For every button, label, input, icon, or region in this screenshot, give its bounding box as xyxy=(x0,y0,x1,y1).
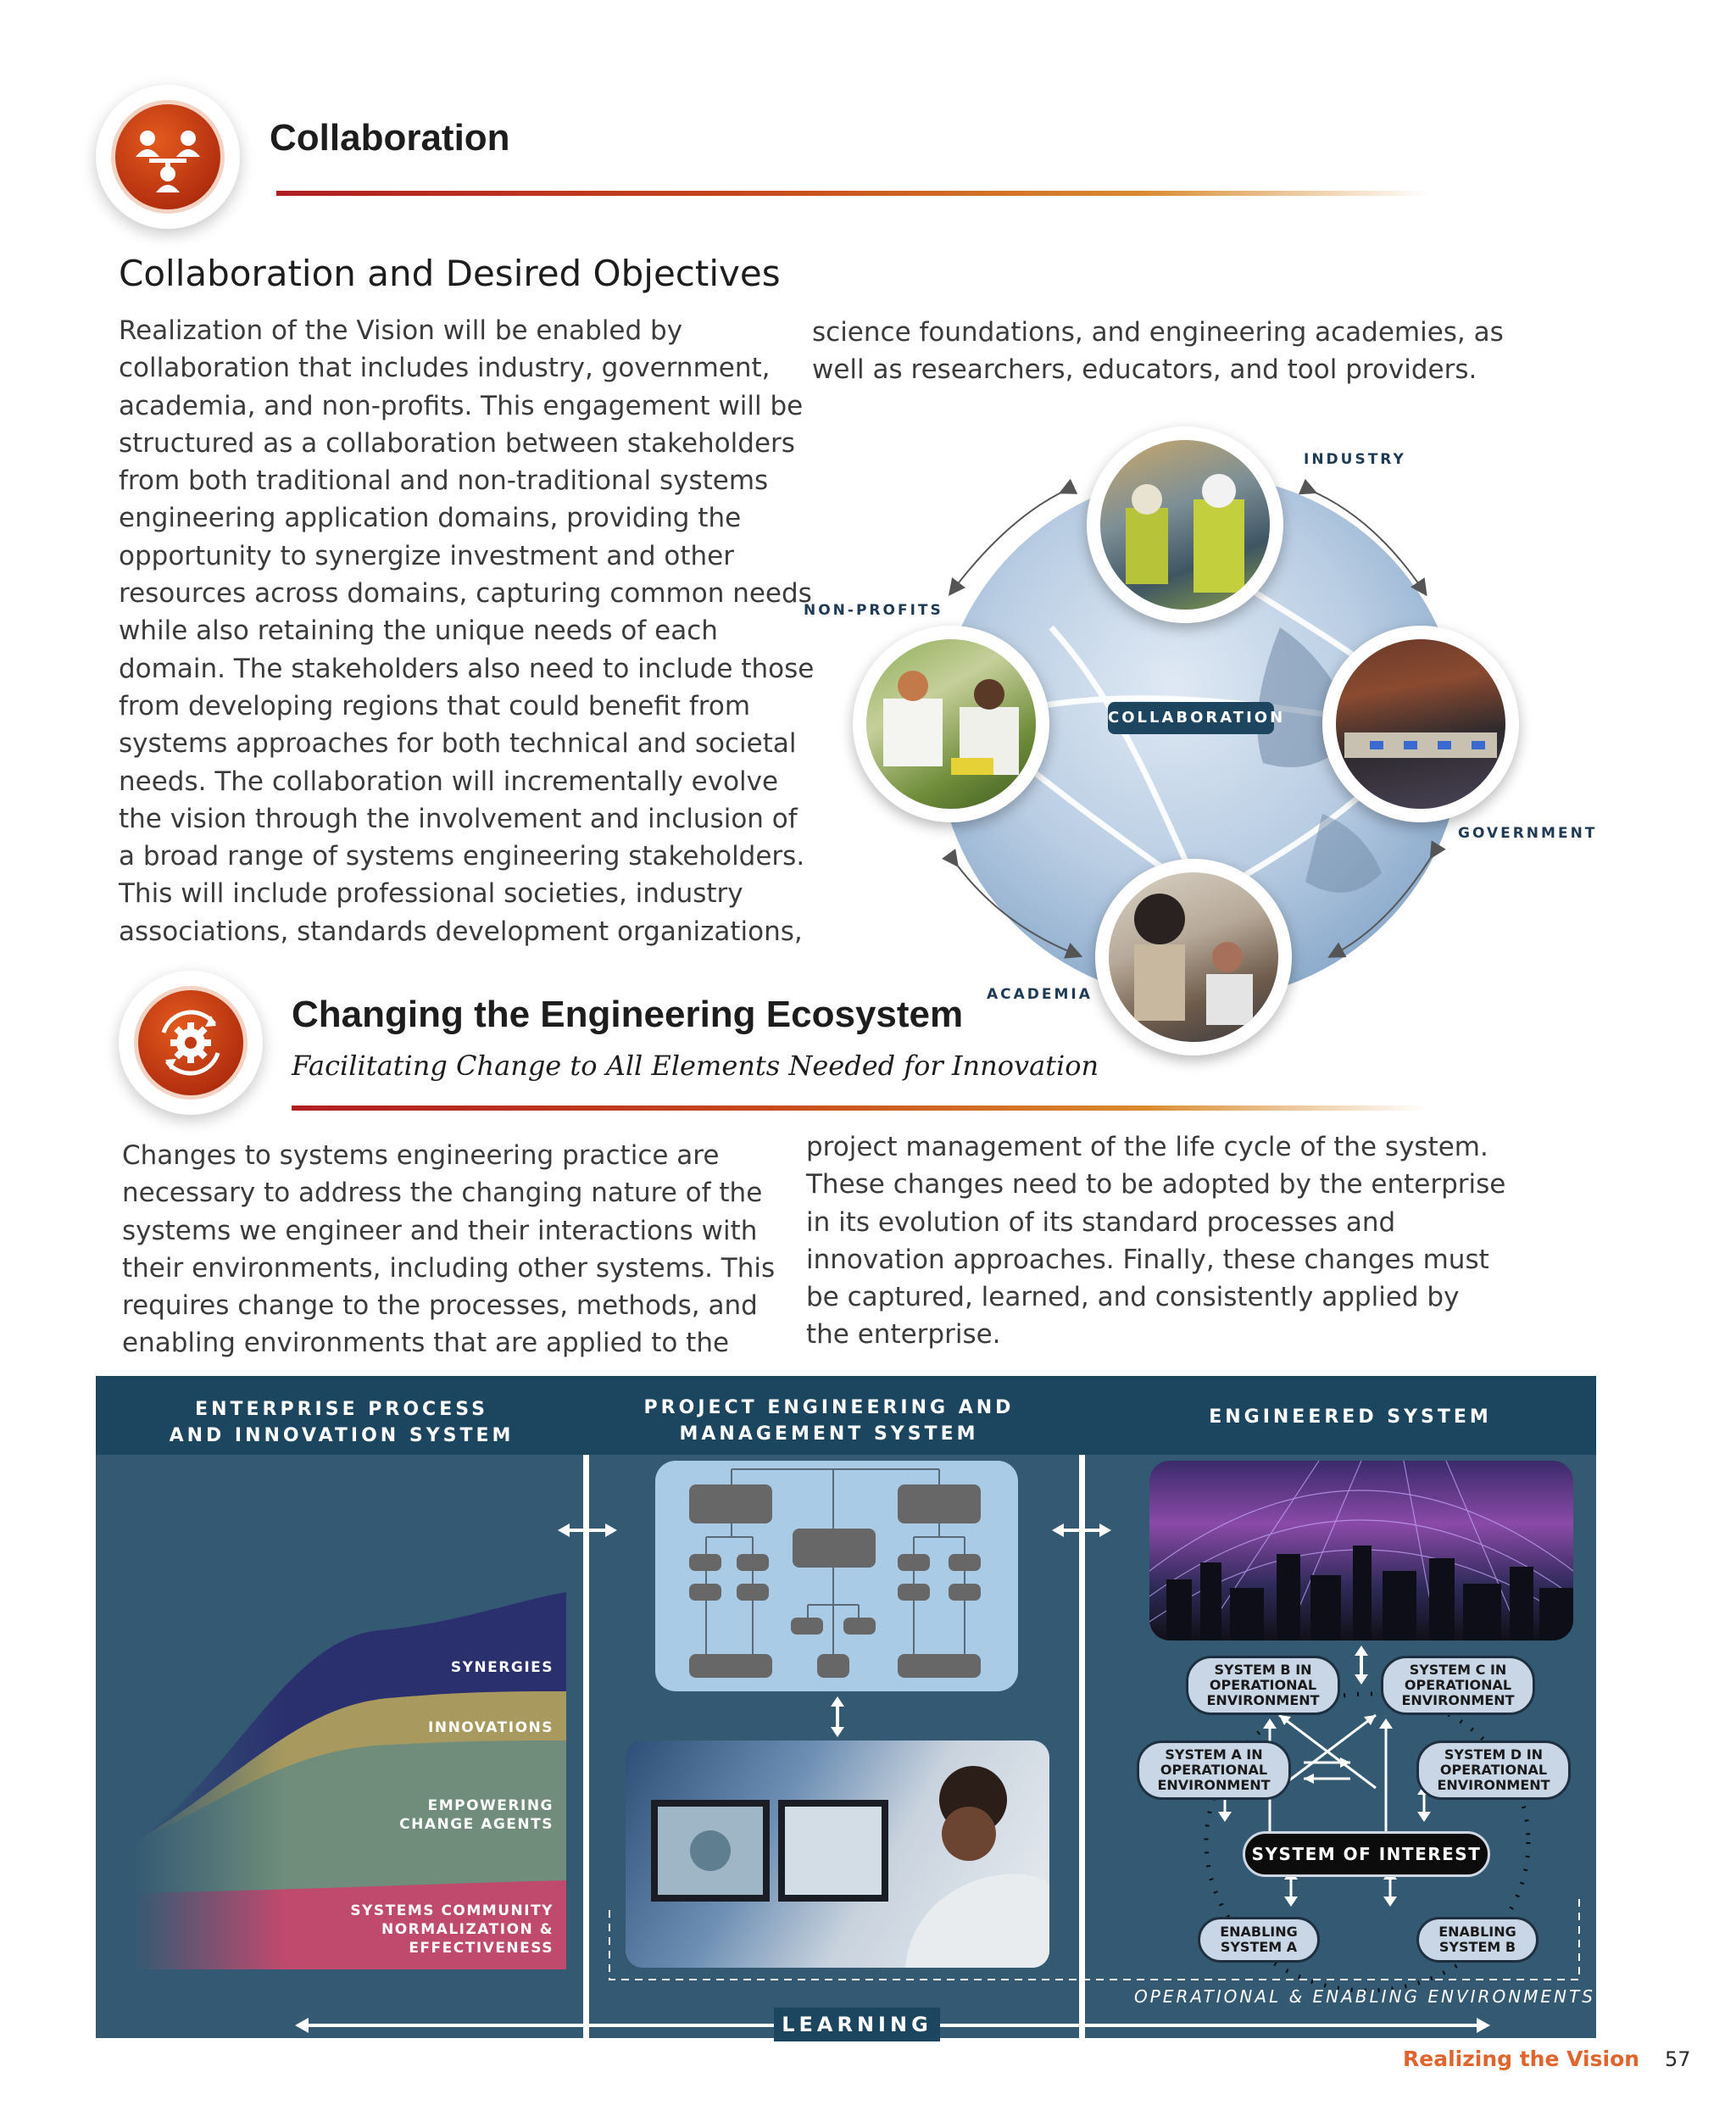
government-photo xyxy=(1336,639,1505,809)
text-line: the enterprise. xyxy=(806,1319,1001,1351)
layer-empowering: EMPOWERING CHANGE AGENTS xyxy=(399,1797,554,1833)
engineered-system-title: ENGINEERED SYSTEM xyxy=(1209,1406,1492,1428)
system-of-interest-node: SYSTEM OF INTEREST xyxy=(1243,1831,1490,1877)
text-line: the vision through the involvement and inclusion of xyxy=(119,803,798,834)
enterprise-process-title: ENTERPRISE PROCESS AND INNOVATION SYSTEM xyxy=(169,1399,515,1446)
layer-synergies: SYNERGIES xyxy=(450,1659,554,1676)
text-line: domain. The stakeholders also need to include those xyxy=(119,653,815,684)
project-engineering-title: PROJECT ENGINEERING AND MANAGEMENT SYSTEM xyxy=(643,1397,1015,1445)
smart-city-image xyxy=(1149,1461,1573,1640)
learning-label: LEARNING xyxy=(774,2008,940,2041)
text-line: be captured, learned, and consistently applied by xyxy=(806,1282,1460,1313)
text-line: project management of the life cycle of the system. xyxy=(806,1132,1488,1162)
non-profits-photo xyxy=(866,639,1036,809)
text-line: Realization of the Vision will be enabled by xyxy=(119,315,683,346)
text-line: systems we engineer and their interactions with xyxy=(122,1215,758,1246)
text-line: academia, and non-profits. This engagement will be xyxy=(119,390,804,421)
system-b-node: SYSTEM B IN OPERATIONAL ENVIRONMENT xyxy=(1186,1656,1340,1715)
system-d-node: SYSTEM D IN OPERATIONAL ENVIRONMENT xyxy=(1416,1740,1571,1800)
enabling-system-a-node: ENABLING SYSTEM A xyxy=(1198,1917,1320,1963)
text-line: well as researchers, educators, and tool providers. xyxy=(812,354,1477,386)
text-line: This will include professional societies, industry xyxy=(119,878,743,910)
label-government: GOVERNMENT xyxy=(1458,825,1598,842)
text-line: engineering application domains, providing the xyxy=(119,503,742,534)
environment-boundary xyxy=(604,1893,1588,1986)
text-line: their environments, including other systems. This xyxy=(122,1252,776,1284)
text-line: necessary to address the changing nature of the xyxy=(122,1178,763,1209)
layer-innovations: INNOVATIONS xyxy=(428,1719,554,1736)
project-system-arrow xyxy=(1052,1520,1111,1540)
body-column-2 xyxy=(812,314,1507,389)
title-rule-2 xyxy=(292,1106,1427,1111)
title-rule xyxy=(276,191,1429,196)
enabling-system-b-node: ENABLING SYSTEM B xyxy=(1416,1917,1538,1963)
text-line: opportunity to synergize investment and other xyxy=(119,540,735,571)
section-subtitle: Collaboration and Desired Objectives xyxy=(119,253,781,294)
text-line: associations, standards development organizations, xyxy=(119,916,803,947)
system-a-node: SYSTEM A IN OPERATIONAL ENVIRONMENT xyxy=(1137,1740,1291,1800)
org-to-workstation-arrow xyxy=(827,1696,848,1737)
text-line: collaboration that includes industry, government, xyxy=(119,353,771,384)
academia-photo xyxy=(1109,872,1278,1042)
body-column-1 xyxy=(119,312,815,950)
layer-community: SYSTEMS COMMUNITY NORMALIZATION & EFFECTIVENESS xyxy=(350,1902,554,1957)
text-line: Changes to systems engineering practice are xyxy=(122,1140,720,1171)
text-line: in its evolution of its standard processes and xyxy=(806,1206,1396,1238)
body-column-4 xyxy=(806,1128,1510,1354)
label-non-profits: NON-PROFITS xyxy=(804,602,943,619)
text-line: science foundations, and engineering academies, as xyxy=(812,317,1504,348)
text-line: structured as a collaboration between stakeholders xyxy=(119,427,795,459)
page-number: 57 xyxy=(1665,2047,1691,2071)
text-line: innovation approaches. Finally, these changes must xyxy=(806,1244,1489,1275)
text-line: from both traditional and non-traditional systems xyxy=(119,465,769,497)
collaboration-people-icon xyxy=(111,100,225,214)
ecosystem-gear-icon xyxy=(134,986,248,1100)
industry-photo xyxy=(1100,440,1270,610)
body-column-3 xyxy=(122,1137,800,1362)
org-chart xyxy=(655,1461,1018,1691)
text-line: a broad range of systems engineering stakeholders. xyxy=(119,841,805,872)
text-line: systems approaches for both technical and societal xyxy=(119,728,797,760)
section-2-subtitle: Facilitating Change to All Elements Needed for Innovation xyxy=(292,1050,1099,1082)
divider-left xyxy=(583,1455,589,2038)
footer-title: Realizing the Vision xyxy=(1403,2047,1640,2071)
operational-environments-label: OPERATIONAL & ENABLING ENVIRONMENTS xyxy=(1134,1986,1595,2007)
text-line: resources across domains, capturing common needs xyxy=(119,578,812,610)
text-line: enabling environments that are applied to the xyxy=(122,1328,730,1359)
section-title: Collaboration xyxy=(270,117,510,159)
ecosystem-panel xyxy=(96,1376,1596,2038)
collaboration-center-label: COLLABORATION xyxy=(1108,702,1274,734)
label-industry: INDUSTRY xyxy=(1304,451,1406,468)
text-line: needs. The collaboration will incrementally evolve xyxy=(119,766,779,797)
label-academia: ACADEMIA xyxy=(987,986,1093,1003)
text-line: These changes need to be adopted by the enterprise xyxy=(806,1169,1506,1200)
system-c-node: SYSTEM C IN OPERATIONAL ENVIRONMENT xyxy=(1381,1656,1535,1715)
enterprise-project-arrow xyxy=(558,1520,617,1540)
text-line: from developing regions that could benefit from xyxy=(119,690,751,721)
section-2-title: Changing the Engineering Ecosystem xyxy=(292,994,964,1035)
text-line: while also retaining the unique needs of each xyxy=(119,615,718,647)
text-line: requires change to the processes, methods, and xyxy=(122,1290,758,1322)
